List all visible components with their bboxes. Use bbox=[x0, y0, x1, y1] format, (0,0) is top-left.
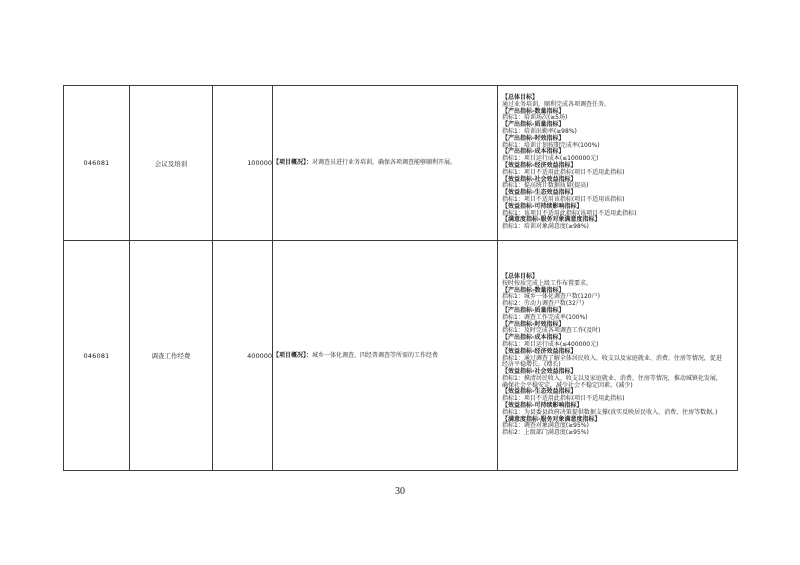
goal-line: 指标1：项目不适用此指标(项目不适用此指标) bbox=[502, 168, 625, 176]
goal-line: 指标2：上级部门满意度(≥95%) bbox=[502, 429, 589, 437]
goal-line: 按时按质完成上级工作布置要求。 bbox=[502, 279, 593, 287]
goal-line: 【产出指标-质量指标】 bbox=[502, 121, 565, 129]
goal-line: 【产出指标-成本指标】 bbox=[502, 148, 565, 156]
goal-line: 指标1：通过调查了解全体居民收入、收支以及家庭就业、消费、住房等情况，促进经济平稳增长。(增长) bbox=[502, 354, 722, 369]
goal-line: 指标1：调查工作完成率(100%) bbox=[502, 313, 588, 321]
goal-line: 【产出指标-数量指标】 bbox=[502, 107, 565, 115]
goal-line: 指标1：提高统计数据质量(提高) bbox=[502, 182, 589, 190]
goal-line: 指标1：项目运行成本(≤100000元) bbox=[502, 155, 599, 163]
goal-lines bbox=[498, 93, 737, 233]
page-number: 30 bbox=[395, 486, 405, 497]
goal-line: 【满意度指标-服务对象满意度指标】 bbox=[502, 415, 601, 423]
project-overview bbox=[273, 241, 498, 471]
goal-line: 【效益指标-经济效益指标】 bbox=[502, 347, 577, 355]
performance-target-table bbox=[63, 85, 738, 471]
goal-line: 【产出指标-数量指标】 bbox=[502, 286, 565, 294]
goal-lines bbox=[498, 272, 737, 439]
goal-line: 【产出指标-质量指标】 bbox=[502, 306, 565, 314]
goal-line: 【效益指标-经济效益指标】 bbox=[502, 162, 577, 169]
goal-line: 指标1：城乡一体化调查户数(120户) bbox=[502, 293, 600, 301]
overview-text: 对调查员进行业务培训，确保各项调查能够顺利开展。 bbox=[312, 159, 457, 167]
goal-line: 【效益指标-社会效益指标】 bbox=[502, 368, 577, 376]
project-amount: 100000 bbox=[213, 86, 273, 241]
goal-line: 指标1：培训场次(≥5场) bbox=[502, 114, 568, 122]
project-goals-cell bbox=[498, 241, 738, 471]
table-row bbox=[64, 86, 738, 241]
goal-line: 指标1：摸清居民收入、收支以及家庭就业、消费、住房等情况，推动城镇化发展，确保社会平稳安定，减少社会不稳定因素。(减少) bbox=[502, 374, 722, 389]
project-amount: 400000 bbox=[213, 241, 273, 471]
goal-line: 指标1：培训计划按期完成率(100%) bbox=[502, 141, 600, 149]
goal-line: 指标1：及时完成各项调查工作(及时) bbox=[502, 327, 601, 335]
project-overview bbox=[273, 86, 498, 241]
goal-line: 指标1：该项目不适用此指标(该项目不适用此指标) bbox=[502, 209, 637, 217]
goal-line: 【产出指标-时效指标】 bbox=[502, 320, 565, 328]
overview-text: 城乡一体化调查、四经普调查等所需的工作经费 bbox=[312, 351, 439, 359]
goal-line: 【总体目标】 bbox=[502, 94, 539, 102]
overview-label: 【项目概况】： bbox=[273, 351, 313, 359]
goal-line: 指标1：培训对象满意度(≥98%) bbox=[502, 223, 589, 231]
project-name: 会议及培训 bbox=[130, 86, 213, 241]
project-code: 046081 bbox=[64, 241, 130, 471]
goal-line: 指标1：项目不适用该指标(项目不适用该指标) bbox=[502, 195, 625, 203]
goal-line: 指标1：项目不适用此指标(项目不适用此指标) bbox=[502, 395, 625, 403]
goal-line: 【效益指标-可持续影响指标】 bbox=[502, 402, 583, 410]
goal-line: 【产出指标-时效指标】 bbox=[502, 134, 565, 142]
goal-line: 指标1：调查对象满意度(≥95%) bbox=[502, 422, 589, 430]
project-name: 调查工作经费 bbox=[130, 241, 213, 471]
goal-line: 【产出指标-成本指标】 bbox=[502, 334, 565, 342]
goal-line: 【效益指标-社会效益指标】 bbox=[502, 175, 577, 183]
goal-line: 指标1：培训出勤率(≥98%) bbox=[502, 128, 577, 136]
goal-line: 通过业务培训，顺利完成各项调查任务。 bbox=[502, 100, 611, 108]
goal-line: 指标2：劳动力调查户数(32户) bbox=[502, 300, 585, 308]
goal-line: 【效益指标-可持续影响指标】 bbox=[502, 202, 583, 210]
project-code: 046081 bbox=[64, 86, 130, 241]
goal-line: 【总体目标】 bbox=[502, 272, 539, 280]
table-row bbox=[64, 241, 738, 471]
goal-line: 指标1：项目运行成本(≤400000元) bbox=[502, 340, 599, 348]
overview-label: 【项目概况】： bbox=[273, 159, 313, 167]
project-goals-cell bbox=[498, 86, 738, 241]
goal-line: 指标1：为县委县政府决策提供数据支撑(真实反映居民收入、消费、住房等数据。) bbox=[502, 408, 718, 416]
goal-line: 【满意度指标-服务对象满意度指标】 bbox=[502, 216, 601, 224]
goal-line: 【效益指标-生态效益指标】 bbox=[502, 189, 577, 197]
goal-line: 【效益指标-生态效益指标】 bbox=[502, 388, 577, 396]
